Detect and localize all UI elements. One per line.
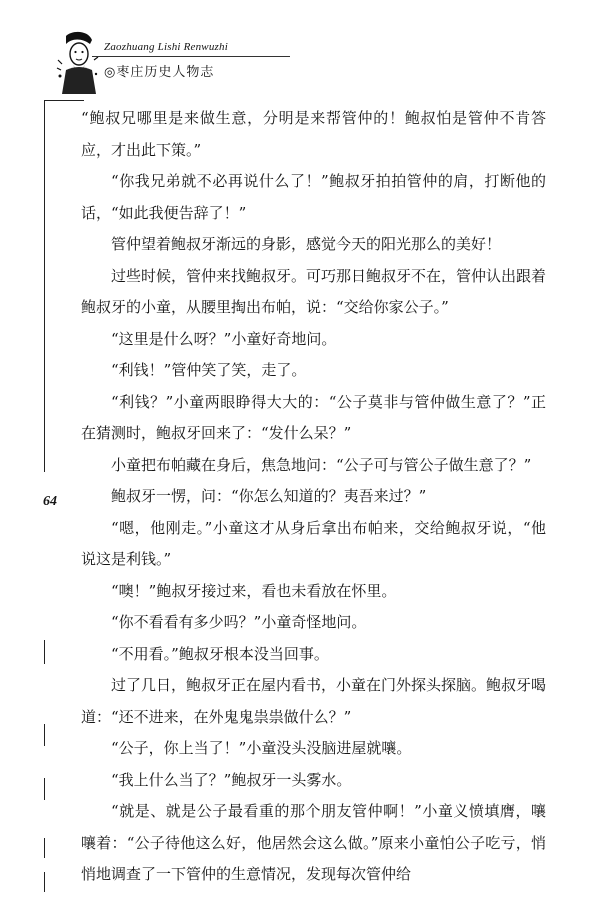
paragraph: “就是、就是公子最看重的那个朋友管仲啊！”小童义愤填膺，嚷嚷着：“公子待他这么好，他居然会这么做。”原来小童怕公子吃亏，悄悄地调查了一下管仲的生意情况，发现每次管仲给 [81, 802, 546, 883]
paragraph: “嗯，他刚走。”小童这才从身后拿出布帕来，交给鲍叔牙说，“他说这是利钱。” [81, 518, 546, 568]
margin-rule-top [44, 100, 84, 101]
paragraph: “噢！”鲍叔牙接过来，看也未看放在怀里。 [111, 581, 397, 600]
margin-mark [44, 778, 45, 800]
paragraph: 过些时候，管仲来找鲍叔牙。可巧那日鲍叔牙不在，管仲认出跟着鲍叔牙的小童，从腰里掏出布帕，说：“交给你家公子。” [81, 266, 547, 316]
paragraph: 小童把布帕藏在身后，焦急地问：“公子可与管公子做生意了？” [111, 455, 532, 474]
paragraph: “公子，你上当了！”小童没头没脑进屋就嚷。 [111, 739, 412, 757]
margin-rule-left [44, 100, 45, 472]
page-number: 64 [43, 494, 57, 509]
paragraph: “利钱！”管仲笑了笑，走了。 [111, 361, 307, 379]
paragraph: “利钱？”小童两眼睁得大大的：“公子莫非与管仲做生意了？”正在猜测时，鲍叔牙回来了：“发什么呆？” [81, 392, 546, 442]
body-text [81, 103, 546, 891]
paragraph: 过了几日，鲍叔牙正在屋内看书，小童在门外探头探脑。鲍叔牙喝道：“还不进来，在外鬼鬼祟祟做什么？” [81, 676, 547, 726]
paragraph: “这里是什么呀？”小童好奇地问。 [111, 329, 337, 348]
series-title-chinese: ◎枣庄历史人物志 [104, 65, 215, 80]
paragraph: “你不看看有多少吗？”小童奇怪地问。 [111, 613, 367, 631]
paragraph: 管仲望着鲍叔牙渐远的身影，感觉今天的阳光那么的美好！ [111, 235, 502, 253]
margin-mark [44, 724, 45, 746]
margin-mark [44, 640, 45, 664]
series-title-latin: Zaozhuang Lishi Renwuzhi [104, 41, 228, 53]
scholar-portrait-icon [52, 30, 102, 96]
margin-mark [44, 838, 45, 858]
margin-mark [44, 872, 45, 892]
header-divider [92, 56, 290, 57]
running-header [52, 30, 252, 102]
paragraph: “鲍叔兄哪里是来做生意，分明是来帮管仲的！鲍叔怕是管仲不肯答应，才出此下策。” [81, 109, 546, 159]
paragraph: “你我兄弟就不必再说什么了！”鲍叔牙拍拍管仲的肩，打断他的话，“如此我便告辞了！” [81, 172, 546, 222]
paragraph: 鲍叔牙一愣，问：“你怎么知道的？夷吾来过？” [111, 487, 427, 505]
paragraph: “我上什么当了？”鲍叔牙一头雾水。 [111, 770, 352, 789]
paragraph: “不用看。”鲍叔牙根本没当回事。 [111, 644, 329, 663]
